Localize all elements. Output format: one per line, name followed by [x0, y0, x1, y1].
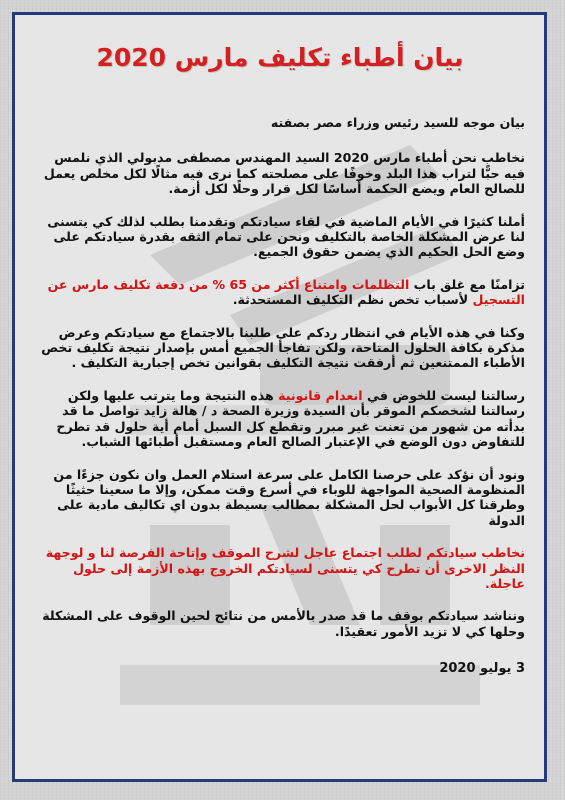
paragraph-text: ونود أن نؤكد على حرصنا الكامل على سرعة استلام العمل وان نكون جزءًا من المنظومة الصحية المواجهة للوباء في أسرع وقت ممكن، وإلا ما سعينا حثيثًا وطرقنا كل الأبواب لحل المشكلة بمطالب بسيطة بدون اي تكاليف مادية على الدولة — [53, 466, 525, 528]
paragraph-6 — [35, 467, 525, 529]
paragraph-text: رسالتنا ليست للخوض في — [362, 387, 525, 403]
highlighted-text: انعدام قانونية — [278, 387, 363, 403]
paragraph-7 — [35, 545, 525, 591]
highlighted-text: التظلمات وامتناع أكثر من 65 % من دفعة تكليف مارس عن التسجيل — [47, 276, 525, 308]
highlighted-text: نخاطب سيادتكم لطلب اجتماع عاجل لشرح الموقف وإتاحة الفرصة لنا و لوجهة النظر الاخرى أن تطرح كي يتسنى لسيادتكم الخروج بهذه الأزمة إلى حلول عاجلة. — [45, 545, 525, 591]
paragraph-4 — [35, 325, 525, 371]
paragraph-8 — [35, 608, 525, 639]
paragraph-text: ونناشد سيادتكم بوقف ما قد صدر بالأمس من نتائج لحين الوقوف على المشكلة وحلها كي لا تزيد الأمور تعقيدًا. — [42, 608, 525, 639]
paragraph-1 — [35, 150, 525, 196]
document-body — [35, 41, 525, 676]
paragraph-text: لأسباب تخص نظم التكليف المستحدثة. — [232, 292, 473, 308]
paragraph-text: وكنا في هذه الأيام في انتظار ردكم على طلبنا بالاجتماع مع سيادتكم وعرض مذكرة بكافة الحلول المتاحة، ولكن تفاجأ الجميع أمس بإصدار نتيجة تكليف تخص الأطباء الممتنعين ثم أرفقت نتيجة التكليف بقوانين تخص إجبارية التكليف . — [41, 324, 525, 371]
paragraph-2 — [35, 214, 525, 260]
document-date: 3 يوليو 2020 — [439, 661, 525, 677]
paragraph-text: نخاطب نحن أطباء مارس 2020 السيد المهندس مصطفى مدبولي الذي نلمس فيه حبًّا لتراب هذا البلد وخوفًا على مصلحته كما نرى فيه مثالًا لكل مخلص يعمل للصالح العام ويضع الحكمة أساسًا لكل قرار وحلًا لكل أزمة. — [43, 150, 525, 197]
paragraph-text: أملنا كثيرًا في الأيام الماضية في لقاء سيادتكم وتقدمنا بطلب لذلك كي يتسنى لنا عرض المشكلة الخاصة بالتكليف ونحن على تمام الثقه بقدرة سيادتكم على وضع الحل الحكيم الذي يضمن حقوق الجميع. — [47, 213, 525, 260]
document-title: بيان أطباء تكليف مارس 2020 — [96, 43, 464, 72]
paragraph-text: تزامنًا مع غلق باب — [409, 276, 525, 292]
document-frame — [12, 12, 547, 782]
paragraph-text: هذه النتيجة وما يترتب عليها ولكن رسالتنا لشخصكم الموقر بأن السيدة وزيرة الصحة د / هالة زايد تواصل ما قد بدأته من شهور من تعنت غير مبرر وتقطع كل السبل أمام أية حلول قد تطرح للتفاوض دون الوضع في الإعتبار الصالح العام ومستقبل أطبائها الشباب. — [56, 387, 525, 450]
paragraph-5 — [35, 388, 525, 450]
paragraph-3 — [35, 277, 525, 308]
address-line: بيان موجه للسيد رئيس وزراء مصر بصفته — [270, 115, 525, 130]
